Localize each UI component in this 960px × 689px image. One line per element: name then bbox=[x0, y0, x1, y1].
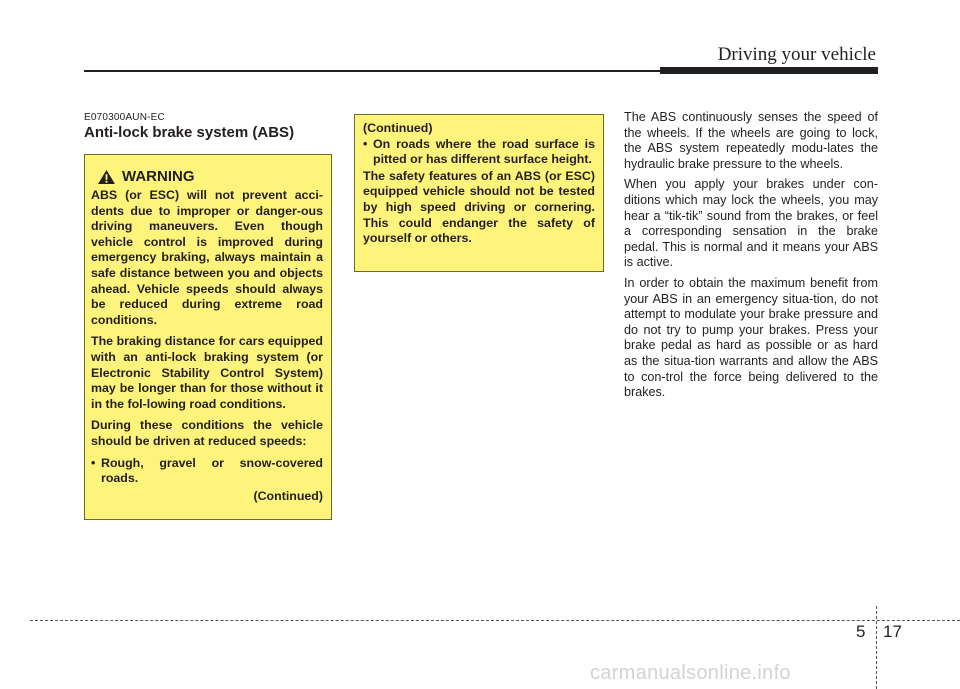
bullet-dot: • bbox=[363, 136, 368, 151]
warning-box bbox=[84, 154, 332, 520]
page-number: 17 bbox=[883, 622, 902, 641]
body-text bbox=[624, 110, 878, 406]
bullet-text: Rough, gravel or snow-covered roads. bbox=[101, 455, 323, 486]
warning-paragraph: ABS (or ESC) will not prevent acci-dents due to improper or danger-ous driving maneuvers. Even though vehicle control is improved during emergency braking, always maintain a safe distance between you and objects ahead. Vehicle speeds should always be reduced during extreme road conditions. bbox=[91, 188, 323, 327]
warning-bullet bbox=[91, 456, 323, 487]
section-title: Anti-lock brake system (ABS) bbox=[84, 124, 295, 141]
body-paragraph: The ABS continuously senses the speed of the wheels. If the wheels are going to lock, the ABS system repeatedly modu-lates the hydraulic brake pressure to the wheels. bbox=[624, 110, 878, 171]
footer-rule bbox=[30, 620, 960, 621]
header-title: Driving your vehicle bbox=[717, 44, 876, 65]
continued-label: (Continued) bbox=[253, 488, 323, 503]
chapter-number: 5 bbox=[856, 622, 866, 641]
bullet-text: On roads where the road surface is pitted or has different surface height. bbox=[373, 136, 595, 167]
section-code: E070300AUN-EC bbox=[84, 112, 165, 123]
continued-bullet bbox=[363, 137, 595, 168]
warning-triangle-icon bbox=[97, 169, 116, 185]
page-number-separator bbox=[876, 606, 877, 689]
warning-header bbox=[97, 169, 323, 185]
warning-label: WARNING bbox=[122, 168, 195, 186]
warning-paragraph: During these conditions the vehicle should be driven at reduced speeds: bbox=[91, 418, 323, 448]
watermark: carmanualsonline.info bbox=[590, 662, 791, 684]
header-rule-thick bbox=[660, 67, 878, 74]
body-paragraph: When you apply your brakes under con-ditions which may lock the wheels, you may hear a “tik-tik” sound from the brakes, or feel a corresponding sensation in the brake pedal. This is normal and it means your ABS is active. bbox=[624, 177, 878, 270]
warning-paragraph: The braking distance for cars equipped with an anti-lock braking system (or Electronic Stability Control System) may be longer than for those without it in the fol-lowing road conditions. bbox=[91, 334, 323, 411]
body-paragraph: In order to obtain the maximum benefit from your ABS in an emergency situa-tion, do not attempt to modulate your brake pressure and do not try to pump your brakes. Press your brake pedal as hard as possible or as hard as the situa-tion warrants and allow the ABS to con-trol the force being delivered to the brakes. bbox=[624, 275, 878, 400]
continued-box bbox=[354, 114, 604, 272]
continued-paragraph: The safety features of an ABS (or ESC) equipped vehicle should not be tested by high speed driving or cornering. This could endanger the safety of yourself or others. bbox=[363, 168, 595, 246]
bullet-dot: • bbox=[91, 455, 96, 470]
header-rule bbox=[84, 70, 664, 72]
continued-heading: (Continued) bbox=[363, 121, 433, 135]
